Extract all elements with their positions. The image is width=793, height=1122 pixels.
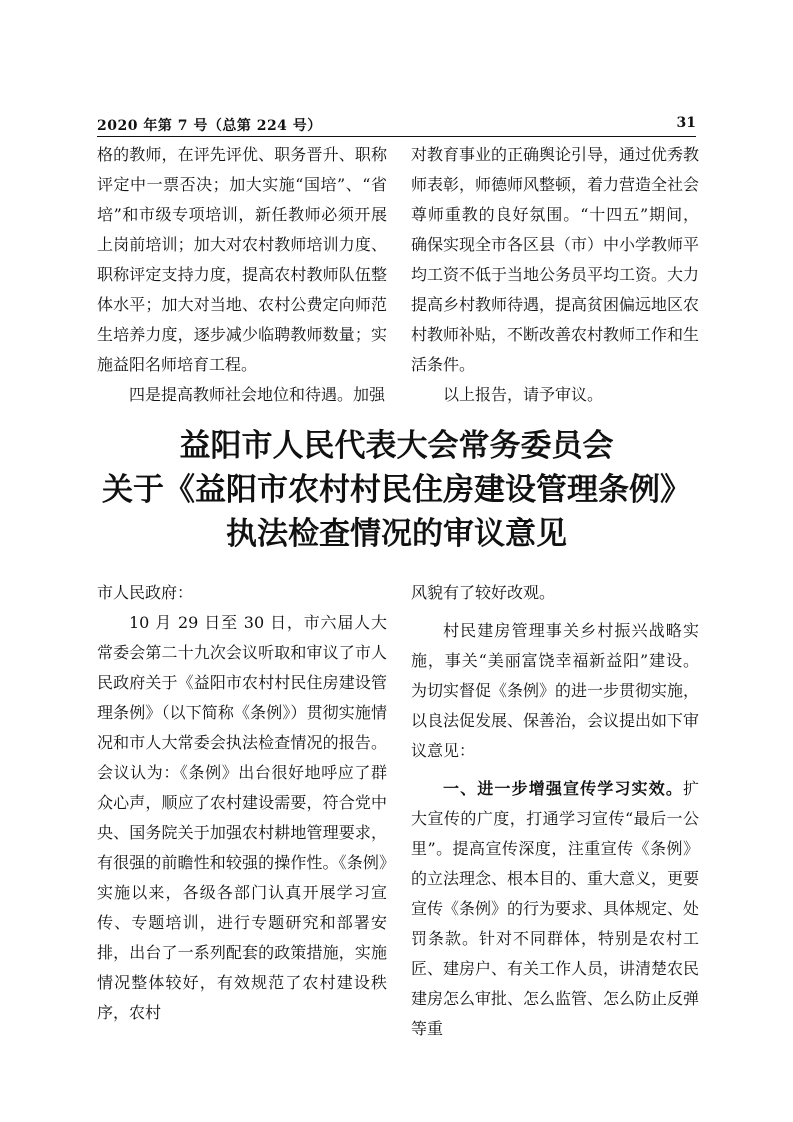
section-1-body: 扩大宣传的广度，打通学习宣传“最后一公里”。提高宣传深度，注重宣传《条例》的立法理念、根本目的、重大意义，更要宣传《条例》的行为要求、具体规定、处罚条款。针对不同群体，特别是农村工匠、建房户、有关工作人员，讲清楚农民建房怎么审批、怎么监管、怎么防止反弹等重 <box>411 779 700 1038</box>
title-line-2: 关于《益阳市农村村民住房建设管理条例》 <box>102 472 691 508</box>
article-title <box>97 424 696 556</box>
section-1-paragraph <box>411 774 699 1044</box>
body-paragraph-1-continued: 风貌有了较好改观。 <box>411 583 556 602</box>
title-line-1: 益阳市人民代表大会常务委员会 <box>179 428 614 464</box>
salutation: 市人民政府： <box>97 583 194 602</box>
prev-article-right-column <box>411 140 699 410</box>
page-number: 31 <box>676 115 696 131</box>
body-paragraph-1: 10 月 29 日至 30 日，市六届人大常委会第二十九次会议听取和审议了市人民政府关于《益阳市农村村民住房建设管理条例》（以下简称《条例》）贯彻实施情况和市人大常委会执法检查情况的报告。会议认为：《条例》出台很好地呼应了群众心声，顺应了农村建设需要，符合党中央、国务院关于加强农村耕地管理要求，有很强的前瞻性和较强的操作性。《条例》实施以来，各级各部门认真开展学习宣传、专题培训，进行专题研究和部署安排，出台了一系列配套的政策措施，实施情况整体较好，有效规范了农村建设秩序，农村 <box>97 613 387 1022</box>
prev-paragraph-point-four: 四是提高教师社会地位和待遇。加强 <box>129 385 386 404</box>
body-paragraph-2: 村民建房管理事关乡村振兴战略实施，事关“美丽富饶幸福新益阳”建设。为切实督促《条例》的进一步贯彻实施，以良法促发展、保善治，会议提出如下审议意见： <box>411 621 700 760</box>
section-1-heading: 一、进一步增强宣传学习实效。 <box>443 779 683 798</box>
header-rule <box>97 136 696 137</box>
article-left-column <box>97 578 387 1028</box>
article-right-column <box>411 578 699 1044</box>
prev-paragraph-continuation: 对教育事业的正确舆论引导，通过优秀教师表彰，师德师风整顿，着力营造全社会尊师重教的良好氛围。“十四五”期间，确保实现全市各区县（市）中小学教师平均工资不低于当地公务员平均工资。大力提高乡村教师待遇，提高贫困偏远地区农村教师补贴，不断改善农村教师工作和生活条件。 <box>411 145 700 374</box>
prev-article-left-column <box>97 140 387 410</box>
prev-paragraph-continued: 格的教师，在评先评优、职务晋升、职称评定中一票否决；加大实施“国培”、“省培”和市级专项培训，新任教师必须开展上岗前培训；加大对农村教师培训力度、职称评定支持力度，提高农村教师队伍整体水平；加大对当地、农村公费定向师范生培养力度，逐步减少临聘教师数量；实施益阳名师培育工程。 <box>97 145 387 374</box>
page-header <box>97 113 696 137</box>
title-line-3: 执法检查情况的审议意见 <box>226 516 567 552</box>
issue-label: 2020 年第 7 号（总第 224 号） <box>97 118 322 134</box>
prev-closing-line: 以上报告，请予审议。 <box>443 385 604 404</box>
